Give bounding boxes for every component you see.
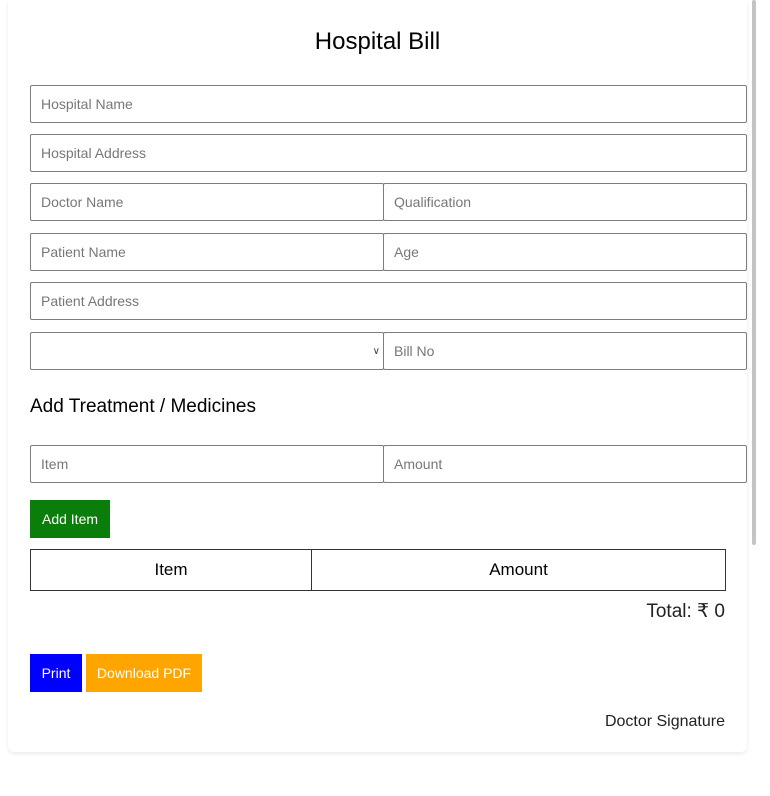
date-select[interactable]: [30, 332, 384, 370]
page-title: Hospital Bill: [314, 28, 441, 55]
hospital-address-input[interactable]: [30, 134, 747, 172]
age-input[interactable]: [383, 233, 747, 271]
patient-address-input[interactable]: [30, 282, 747, 320]
download-pdf-button[interactable]: Download PDF: [86, 654, 202, 692]
chevron-down-icon: ∨: [372, 346, 380, 357]
item-input[interactable]: [30, 445, 384, 483]
column-header-item: Item: [31, 550, 312, 591]
qualification-input[interactable]: [383, 183, 747, 221]
print-button[interactable]: Print: [30, 654, 82, 692]
amount-input[interactable]: [383, 445, 747, 483]
total-amount: Total: ₹ 0: [646, 601, 725, 622]
column-header-amount: Amount: [312, 550, 726, 591]
add-item-button[interactable]: Add Item: [30, 500, 110, 538]
table-header-row: [31, 550, 726, 591]
treatment-heading: Add Treatment / Medicines: [30, 396, 256, 417]
scrollbar[interactable]: [752, 0, 756, 545]
doctor-signature: Doctor Signature: [604, 713, 725, 730]
hospital-name-input[interactable]: [30, 85, 747, 123]
items-table: [30, 549, 726, 591]
doctor-name-input[interactable]: [30, 183, 384, 221]
bill-no-input[interactable]: [383, 332, 747, 370]
patient-name-input[interactable]: [30, 233, 384, 271]
